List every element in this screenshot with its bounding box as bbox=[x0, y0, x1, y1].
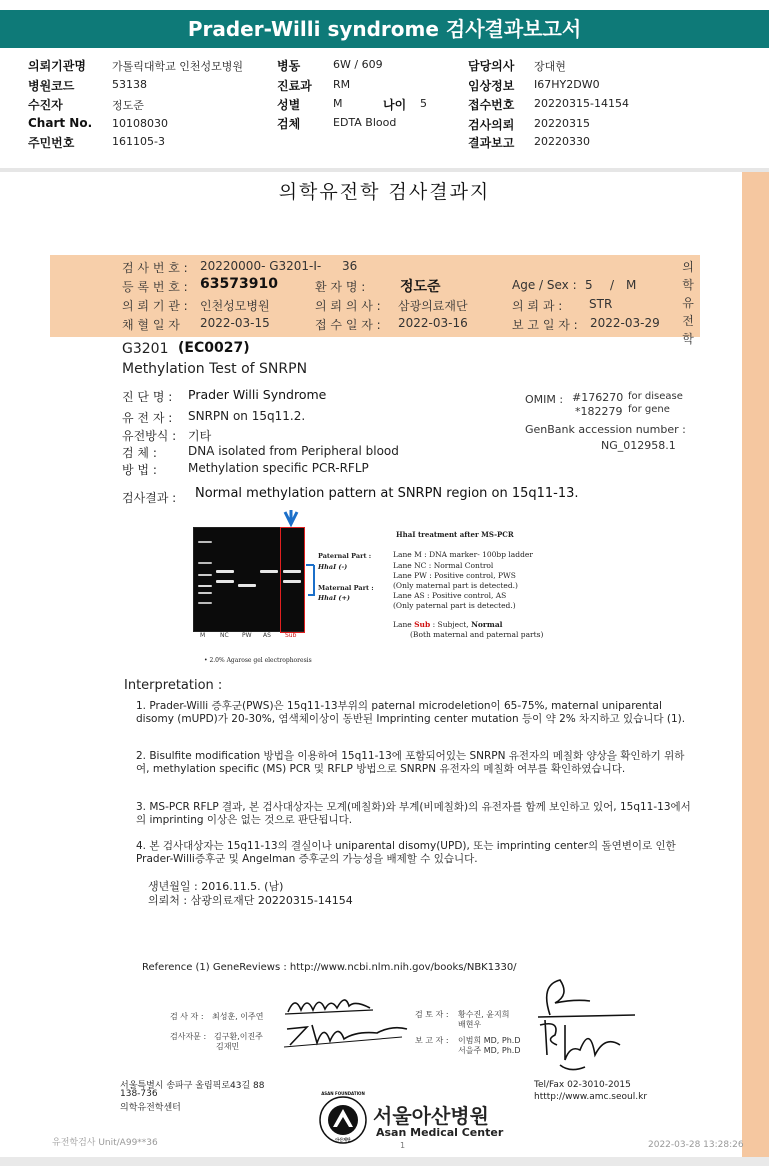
gel-band bbox=[198, 585, 212, 587]
examiner-label: 검 사 자 : bbox=[170, 1012, 204, 1021]
resident-no-value: 161105-3 bbox=[112, 135, 165, 148]
omim-disease-note: for disease bbox=[628, 391, 683, 402]
reporter-value-a: 이범희 MD, Ph.D bbox=[458, 1036, 521, 1045]
gel-lane-sub: Sub bbox=[285, 632, 297, 639]
gene-label: 유 전 자 : bbox=[122, 411, 173, 425]
resident-no-label: 주민번호 bbox=[28, 136, 75, 150]
examiner2-label: 검사자문 : bbox=[170, 1032, 207, 1041]
legend-sub-note: (Both maternal and paternal parts) bbox=[410, 630, 544, 639]
paternal-label: Paternal Part : bbox=[318, 552, 372, 560]
doctor-value: 장대현 bbox=[534, 60, 566, 73]
gel-lane-as: AS bbox=[263, 632, 271, 639]
band-report-label: 보 고 일 자 : bbox=[512, 318, 578, 332]
gel-lane-nc: NC bbox=[220, 632, 229, 639]
inst-value: 인천성모병원 bbox=[200, 299, 270, 313]
patient-value: 정도준 bbox=[112, 99, 144, 112]
hospital-code-value: 53138 bbox=[112, 78, 147, 91]
legend-line: Lane NC : Normal Control bbox=[393, 561, 494, 570]
agesex-age: 5 bbox=[585, 278, 593, 292]
mode-label: 유전방식 : bbox=[122, 429, 177, 443]
result-label: 검사결과 : bbox=[122, 491, 177, 505]
receipt-value: 20220315-14154 bbox=[534, 97, 629, 110]
band-report-value: 2022-03-29 bbox=[590, 316, 660, 330]
gene-value: SNRPN on 15q11.2. bbox=[188, 409, 306, 423]
test-code: G3201 bbox=[122, 341, 169, 357]
request-label: 검사의뢰 bbox=[468, 118, 515, 132]
legend-sub-prefix: Lane bbox=[393, 620, 412, 629]
maternal-label: Maternal Part : bbox=[318, 584, 374, 592]
vertical-side-text: 의 학 유 전 학 bbox=[682, 260, 694, 346]
institution-value: 가톨릭대학교 인천성모병원 bbox=[112, 60, 244, 73]
reference: Reference (1) GeneReviews : http://www.ncbi.nlm.nih.gov/books/NBK1330/ bbox=[142, 962, 517, 973]
side-color-strip bbox=[742, 172, 769, 1166]
address-line-1: 서울특별시 송파구 올림픽로43길 88 bbox=[120, 1081, 265, 1091]
spec-label: 검 체 : bbox=[122, 446, 157, 460]
report-label: 결과보고 bbox=[468, 136, 515, 150]
legend-line: Lane M : DNA marker- 100bp ladder bbox=[393, 550, 533, 559]
test-title: Methylation Test of SNRPN bbox=[122, 361, 308, 377]
ward-value: 6W / 609 bbox=[333, 58, 383, 71]
legend-sub-bold: Normal bbox=[471, 620, 503, 629]
interpretation-item-3: 3. MS-PCR RFLP 결과, 본 검사대상자는 모계(메칠화)와 부계(비메칠화)의 유전자를 함께 보인하고 있어, 15q11-13에서의 imprinting 이상은 없는 것으로 판단됩니다. bbox=[136, 801, 691, 826]
legend-sub-text: : Subject, bbox=[432, 620, 472, 629]
interpretation-title: Interpretation : bbox=[124, 678, 223, 693]
specimen-value: EDTA Blood bbox=[333, 116, 397, 129]
tel-fax: Tel/Fax 02-3010-2015 bbox=[534, 1080, 631, 1090]
test-no-suffix: 36 bbox=[342, 259, 358, 273]
legend-line: (Only paternal part is detected.) bbox=[393, 601, 516, 610]
report-value: 20220330 bbox=[534, 135, 590, 148]
bracket-arrow-icon bbox=[304, 560, 318, 600]
footer-bar bbox=[0, 1157, 769, 1166]
document-title: 의학유전학 검사결과지 bbox=[278, 181, 491, 203]
maternal-enzyme: HhaI (+) bbox=[318, 594, 350, 602]
dept-label: 진료과 bbox=[277, 79, 312, 93]
dept-value: RM bbox=[333, 78, 351, 91]
interpretation-item-2: 2. Bisulfite modification 방법을 이용하여 15q11-13에 포함되어있는 SNRPN 유전자의 메칠화 양상을 확인하기 위하여, methylation specific (MS) PCR 및 RFLP 방법으로 SNRPN 유전자의 메칠화 여부를 확인하였습니다. bbox=[136, 750, 685, 775]
sex-label: 성별 bbox=[277, 98, 301, 112]
examiner2-value-a: 김구환,이진주 bbox=[214, 1032, 263, 1041]
collect-label: 채 혈 일 자 bbox=[122, 318, 180, 332]
receive-label: 접 수 일 자 : bbox=[315, 318, 381, 332]
request-dept-value: STR bbox=[589, 297, 613, 311]
footer-unit: 유전학검사 Unit/A99**36 bbox=[52, 1138, 158, 1148]
test-code-ec: (EC0027) bbox=[178, 340, 250, 356]
gel-band bbox=[216, 570, 234, 573]
examiner2-value-b: 김재민 bbox=[216, 1042, 240, 1051]
examiner2-signature bbox=[282, 1017, 412, 1051]
requester-info: 의뢰처 : 삼광의료재단 20220315-14154 bbox=[148, 894, 353, 907]
reviewer-label: 검 토 자 : bbox=[415, 1010, 449, 1019]
gel-band bbox=[198, 574, 212, 576]
interpretation-item-1: 1. Prader-Willi 증후군(PWS)은 15q11-13부위의 paternal microdeletion이 65-75%, maternal uniparental disomy (mUPD)가 20-30%, 염색체이상이 동반된 Imprinting center mutation 등이 약 2% 차지하고 있습니다 (1). bbox=[136, 700, 686, 725]
footer-page: 1 bbox=[400, 1141, 406, 1150]
paternal-enzyme: HhaI (-) bbox=[318, 563, 348, 571]
mode-value: 기타 bbox=[188, 429, 212, 443]
ward-label: 병동 bbox=[277, 59, 301, 73]
age-label: 나이 bbox=[383, 98, 407, 112]
agesex-sex: M bbox=[626, 278, 637, 292]
gel-band bbox=[216, 580, 234, 583]
examiner-value: 최성훈, 이주연 bbox=[212, 1012, 264, 1021]
specimen-label: 검체 bbox=[277, 117, 301, 131]
request-dr-label: 의 뢰 의 사 : bbox=[315, 299, 381, 313]
address-line-3: 의학유전학센터 bbox=[120, 1103, 181, 1113]
patient-name-value: 정도준 bbox=[400, 279, 441, 295]
legend-sub-word: Sub bbox=[414, 620, 431, 629]
gel-band bbox=[238, 584, 256, 587]
section-divider bbox=[0, 168, 769, 172]
down-arrow-icon bbox=[281, 510, 301, 530]
examiner-signature bbox=[285, 990, 375, 1020]
gel-band bbox=[198, 592, 212, 594]
method-label: 방 법 : bbox=[122, 463, 157, 477]
method-value: Methylation specific PCR-RFLP bbox=[188, 461, 369, 475]
collect-value: 2022-03-15 bbox=[200, 316, 270, 330]
request-dept-label: 의 뢰 과 : bbox=[512, 299, 563, 313]
age-value: 5 bbox=[420, 97, 427, 110]
gel-caption: • 2.0% Agarose gel electrophoresis bbox=[204, 657, 312, 664]
gel-band bbox=[198, 562, 212, 564]
report-banner-title: Prader-Willi syndrome 검사결과보고서 bbox=[0, 10, 769, 48]
sex-value: M bbox=[333, 97, 343, 110]
dx-label: 진 단 명 : bbox=[122, 390, 173, 404]
legend-line: Lane AS : Positive control, AS bbox=[393, 591, 507, 600]
hospital-name-kr: 서울아산병원 bbox=[373, 1104, 489, 1128]
legend-title: HhaI treatment after MS-PCR bbox=[396, 530, 514, 539]
test-no-label: 검 사 번 호 : bbox=[122, 261, 188, 275]
agesex-label: Age / Sex : bbox=[512, 278, 577, 292]
result-value: Normal methylation pattern at SNRPN region on 15q11-13. bbox=[195, 486, 579, 501]
interpretation-item-4: 4. 본 검사대상자는 15q11-13의 결실이나 uniparental disomy(UPD), 또는 imprinting center의 돌연변이로 인한 Prader-Willi증후군 및 Angelman 증후군의 가능성을 배제할 수 있습니다. bbox=[136, 840, 676, 865]
genbank-value: NG_012958.1 bbox=[601, 439, 676, 452]
seal-bottom-text: 아산재단 bbox=[335, 1137, 351, 1142]
subject-lane-highlight bbox=[280, 527, 305, 633]
gel-band bbox=[198, 602, 212, 604]
receipt-label: 접수번호 bbox=[468, 98, 515, 112]
inst-label: 의 뢰 기 관 : bbox=[122, 299, 188, 313]
seal-top-text: ASAN FOUNDATION bbox=[321, 1091, 365, 1096]
gel-lane-pw: PW bbox=[242, 632, 252, 639]
gel-band bbox=[260, 570, 278, 573]
legend-sub-line bbox=[393, 620, 503, 629]
gel-band bbox=[198, 541, 212, 543]
reviewer-value-b: 배현우 bbox=[458, 1020, 482, 1029]
spec-value: DNA isolated from Peripheral blood bbox=[188, 444, 399, 458]
institution-label: 의뢰기관명 bbox=[28, 59, 86, 73]
agesex-sep: / bbox=[610, 278, 615, 292]
reporter-label: 보 고 자 : bbox=[415, 1036, 449, 1045]
patient-label: 수진자 bbox=[28, 98, 63, 112]
dx-value: Prader Willi Syndrome bbox=[188, 387, 327, 402]
chart-no-label: Chart No. bbox=[28, 116, 93, 130]
reg-no-value: 63573910 bbox=[200, 276, 278, 292]
clinical-label: 임상정보 bbox=[468, 79, 515, 93]
address-line-2: 138-736 bbox=[120, 1089, 158, 1099]
hospital-code-label: 병원코드 bbox=[28, 79, 75, 93]
doctor-label: 담당의사 bbox=[468, 59, 515, 73]
legend-line: Lane PW : Positive control, PWS bbox=[393, 571, 516, 580]
genbank-label: GenBank accession number : bbox=[525, 423, 686, 436]
footer-timestamp: 2022-03-28 13:28:26 bbox=[648, 1140, 744, 1150]
hospital-name-en: Asan Medical Center bbox=[376, 1126, 504, 1139]
reporter-value-b: 서을주 MD, Ph.D bbox=[458, 1046, 521, 1055]
request-value: 20220315 bbox=[534, 117, 590, 130]
gel-lane-m: M bbox=[200, 632, 206, 639]
omim-gene-note: for gene bbox=[628, 404, 670, 415]
test-no-value: 20220000- G3201-I- bbox=[200, 259, 322, 273]
request-dr-value: 삼광의료재단 bbox=[398, 299, 468, 313]
birth-date: 생년월일 : 2016.11.5. (남) bbox=[148, 880, 284, 893]
receive-value: 2022-03-16 bbox=[398, 316, 468, 330]
legend-line: (Only maternal part is detected.) bbox=[393, 581, 518, 590]
omim-label: OMIM : bbox=[525, 393, 564, 406]
omim-gene: *182279 bbox=[575, 405, 623, 418]
reviewer-signature bbox=[530, 975, 640, 1020]
reviewer-value-a: 황수진, 윤지희 bbox=[458, 1010, 510, 1019]
omim-disease: #176270 bbox=[572, 391, 624, 404]
clinical-value: I67HY2DW0 bbox=[534, 78, 600, 91]
patient-name-label: 환 자 명 : bbox=[315, 280, 366, 294]
reporter-signature bbox=[535, 1015, 625, 1075]
reg-no-label: 등 록 번 호 : bbox=[122, 280, 188, 294]
chart-no-value: 10108030 bbox=[112, 117, 168, 130]
website: htttp://www.amc.seoul.kr bbox=[534, 1092, 648, 1102]
